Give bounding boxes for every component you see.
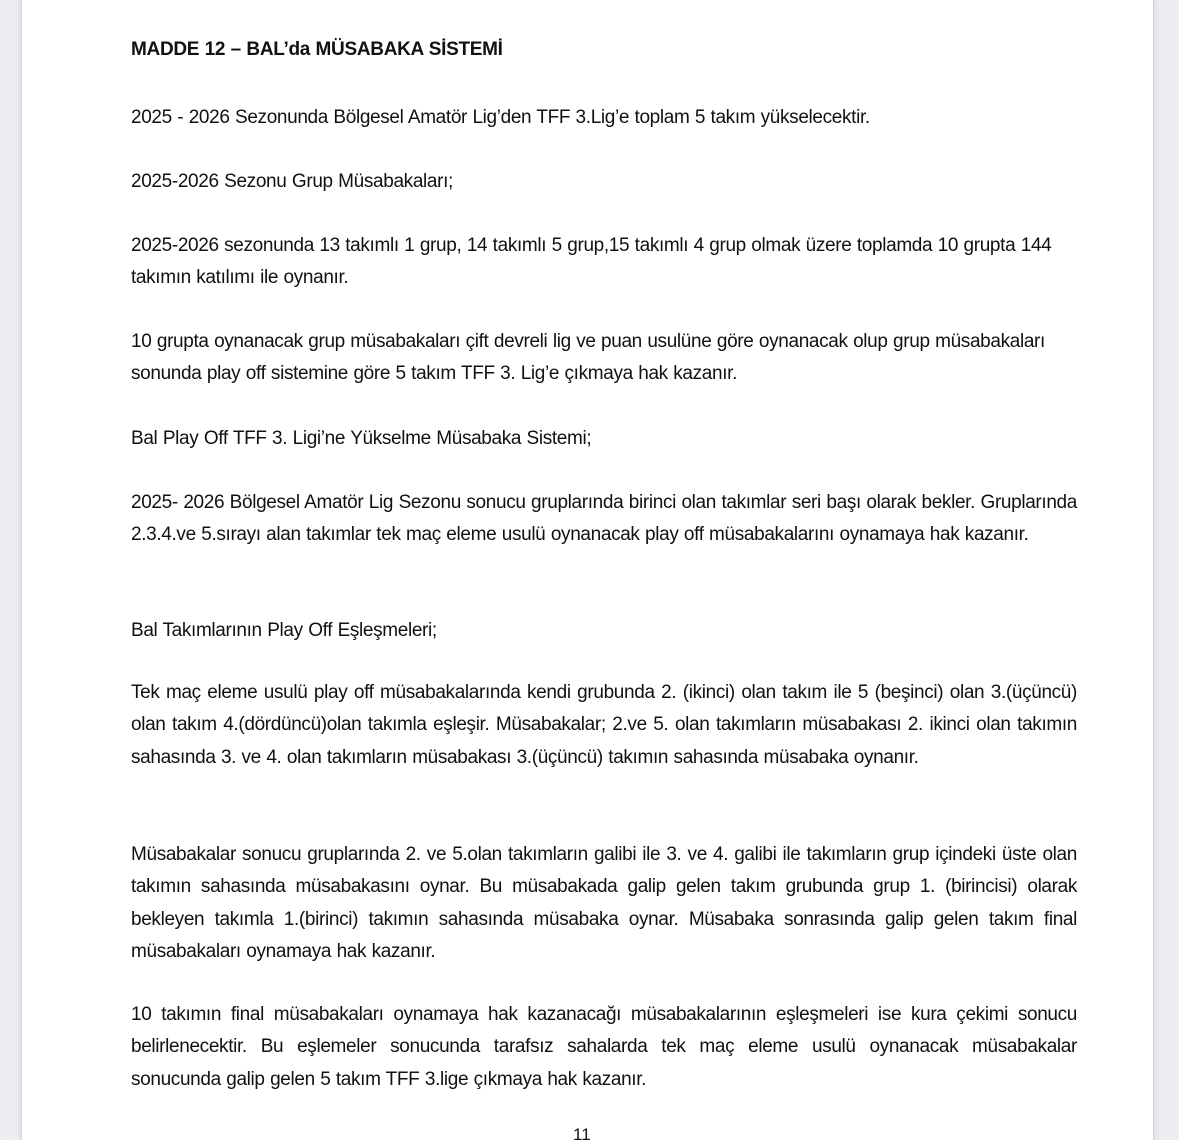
paragraph-playoff-pairings-title: Bal Takımlarının Play Off Eşleşmeleri;	[131, 620, 437, 641]
article-heading: MADDE 12 – BAL’da MÜSABAKA SİSTEMİ	[131, 39, 503, 60]
paragraph-group-matches-title: 2025-2026 Sezonu Grup Müsabakaları;	[131, 171, 453, 192]
paragraph-group-structure: 2025-2026 sezonunda 13 takımlı 1 grup, 14 takımlı 5 grup,15 takımlı 4 grup olmak üzere toplamda 10 grupta 144 takımın katılımı ile oynanır.	[131, 235, 1052, 289]
document-page	[22, 0, 1153, 1140]
paragraph-promotion-summary: 2025 - 2026 Sezonunda Bölgesel Amatör Lig’den TFF 3.Lig’e toplam 5 takım yükselecektir.	[131, 107, 870, 128]
paragraph-group-format: 10 grupta oynanacak grup müsabakaları çift devreli lig ve puan usulüne göre oynanacak olup grup müsabakaları sonunda play off sistemine göre 5 takım TFF 3. Lig’e çıkmaya hak kazanır.	[131, 331, 1045, 385]
paragraph-playoff-second-round: Müsabakalar sonucu gruplarında 2. ve 5.olan takımların galibi ile 3. ve 4. galibi ile takımların grup içindeki üste olan takımın sahasında müsabakasını oynar. Bu müsabakada galip gelen takım grubunda grup 1. (birincisi) olarak bekleyen takımla 1.(birinci) takımın sahasında müsabaka oynar. Müsabaka sonrasında galip gelen takım final müsabakaları oynamaya hak kazanır.	[131, 844, 1077, 962]
paragraph-playoff-system-title: Bal Play Off TFF 3. Ligi’ne Yükselme Müsabaka Sistemi;	[131, 428, 592, 449]
page-number: 11	[573, 1125, 591, 1140]
paragraph-playoff-pairings: Tek maç eleme usulü play off müsabakalarında kendi grubunda 2. (ikinci) olan takım ile 5 (beşinci) olan 3.(üçüncü) olan takım 4.(dördüncü)olan takımla eşleşir. Müsabakalar; 2.ve 5. olan takımların müsabakası 2. ikinci olan takımın sahasında 3. ve 4. olan takımların müsabakası 3.(üçüncü) takımın sahasında müsabaka oynanır.	[131, 682, 1077, 768]
paragraph-final-draw: 10 takımın final müsabakaları oynamaya hak kazanacağı müsabakalarının eşleşmeleri ise kura çekimi sonucu belirlenecektir. Bu eşlemeler sonucunda tarafsız sahalarda tek maç eleme usulü oynanacak müsabakalar sonucunda galip gelen 5 takım TFF 3.lige çıkmaya hak kazanır.	[131, 1004, 1077, 1090]
paragraph-playoff-seeding: 2025- 2026 Bölgesel Amatör Lig Sezonu sonucu gruplarında birinci olan takımlar seri başı olarak bekler. Gruplarında 2.3.4.ve 5.sırayı alan takımlar tek maç eleme usulü oynanacak play off müsabakalarını oynamaya hak kazanır.	[131, 492, 1077, 546]
